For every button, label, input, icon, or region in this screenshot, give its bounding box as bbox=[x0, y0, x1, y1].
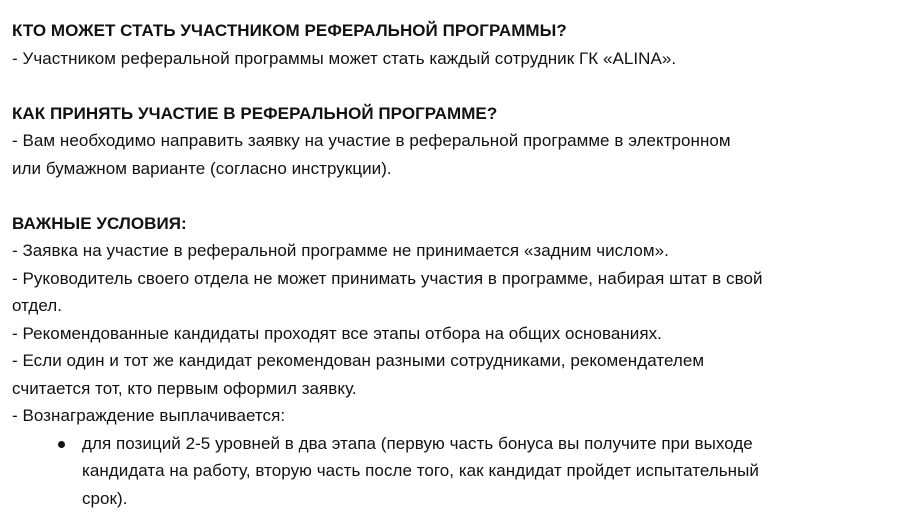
paragraph-line: - Если один и тот же кандидат рекомендован разными сотрудниками, рекомендателем bbox=[12, 347, 918, 375]
bullet-list-item bbox=[12, 430, 918, 512]
spacer bbox=[12, 182, 918, 210]
paragraph-line: - Участником реферальной программы может стать каждый сотрудник ГК «ALINA». bbox=[12, 45, 918, 73]
bullet-line: срок). bbox=[82, 485, 918, 512]
section-heading: КАК ПРИНЯТЬ УЧАСТИЕ В РЕФЕРАЛЬНОЙ ПРОГРАММЕ? bbox=[12, 100, 918, 128]
section-how-to-participate bbox=[12, 100, 918, 183]
paragraph-line: считается тот, кто первым оформил заявку. bbox=[12, 375, 918, 403]
spacer bbox=[12, 72, 918, 100]
section-heading: КТО МОЖЕТ СТАТЬ УЧАСТНИКОМ РЕФЕРАЛЬНОЙ ПРОГРАММЫ? bbox=[12, 17, 918, 45]
paragraph-line: - Рекомендованные кандидаты проходят все этапы отбора на общих основаниях. bbox=[12, 320, 918, 348]
section-who-can-participate bbox=[12, 17, 918, 72]
paragraph-line: - Руководитель своего отдела не может принимать участия в программе, набирая штат в свой bbox=[12, 265, 918, 293]
bullet-line: для позиций 2-5 уровней в два этапа (первую часть бонуса вы получите при выходе bbox=[82, 430, 918, 458]
paragraph-line: - Вам необходимо направить заявку на участие в реферальной программе в электронном bbox=[12, 127, 918, 155]
paragraph-line: или бумажном варианте (согласно инструкции). bbox=[12, 155, 918, 183]
paragraph-line: отдел. bbox=[12, 292, 918, 320]
paragraph-line: - Вознаграждение выплачивается: bbox=[12, 402, 918, 430]
paragraph-line: - Заявка на участие в реферальной программе не принимается «задним числом». bbox=[12, 237, 918, 265]
bullet-icon bbox=[58, 441, 65, 448]
bullet-line: кандидата на работу, вторую часть после того, как кандидат пройдет испытательный bbox=[82, 457, 918, 485]
section-heading: ВАЖНЫЕ УСЛОВИЯ: bbox=[12, 210, 918, 238]
section-important-conditions bbox=[12, 210, 918, 512]
